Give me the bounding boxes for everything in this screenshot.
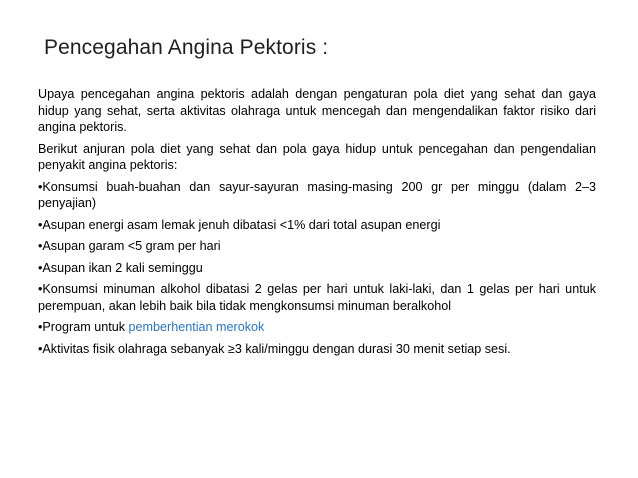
program-prefix: •Program untuk <box>38 320 129 334</box>
lead-paragraph: Berikut anjuran pola diet yang sehat dan pola gaya hidup untuk pencegahan dan pengendalian penyakit angina pektoris: <box>38 141 596 172</box>
bullet-item-1: •Konsumsi buah-buahan dan sayur-sayuran masing-masing 200 gr per minggu (dalam 2–3 penyajian) <box>38 179 596 210</box>
bullet-item-2: •Asupan energi asam lemak jenuh dibatasi <1% dari total asupan energi <box>38 217 441 232</box>
bullet-item-5: •Konsumsi minuman alkohol dibatasi 2 gelas per hari untuk laki-laki, dan 1 gelas per hari untuk perempuan, akan lebih baik bila tidak mengkonsumsi minuman beralkohol <box>38 282 596 313</box>
bullet-item-4: •Asupan ikan 2 kali seminggu <box>38 260 203 275</box>
slide-title: Pencegahan Angina Pektoris : <box>44 36 329 59</box>
bullet-item-program <box>38 319 596 336</box>
intro-paragraph: Upaya pencegahan angina pektoris adalah dengan pengaturan pola diet yang sehat dan gaya hidup yang sehat, serta aktivitas olahraga untuk mencegah dan mengendalikan faktor risiko dari angina pektoris. <box>38 87 596 134</box>
bullet-item-activity: •Aktivitas fisik olahraga sebanyak ≥3 kali/minggu dengan durasi 30 menit setiap sesi. <box>38 341 511 356</box>
bullet-item-3: •Asupan garam <5 gram per hari <box>38 239 221 253</box>
slide-body <box>38 86 596 362</box>
smoking-cessation-link[interactable]: pemberhentian merokok <box>128 320 265 334</box>
